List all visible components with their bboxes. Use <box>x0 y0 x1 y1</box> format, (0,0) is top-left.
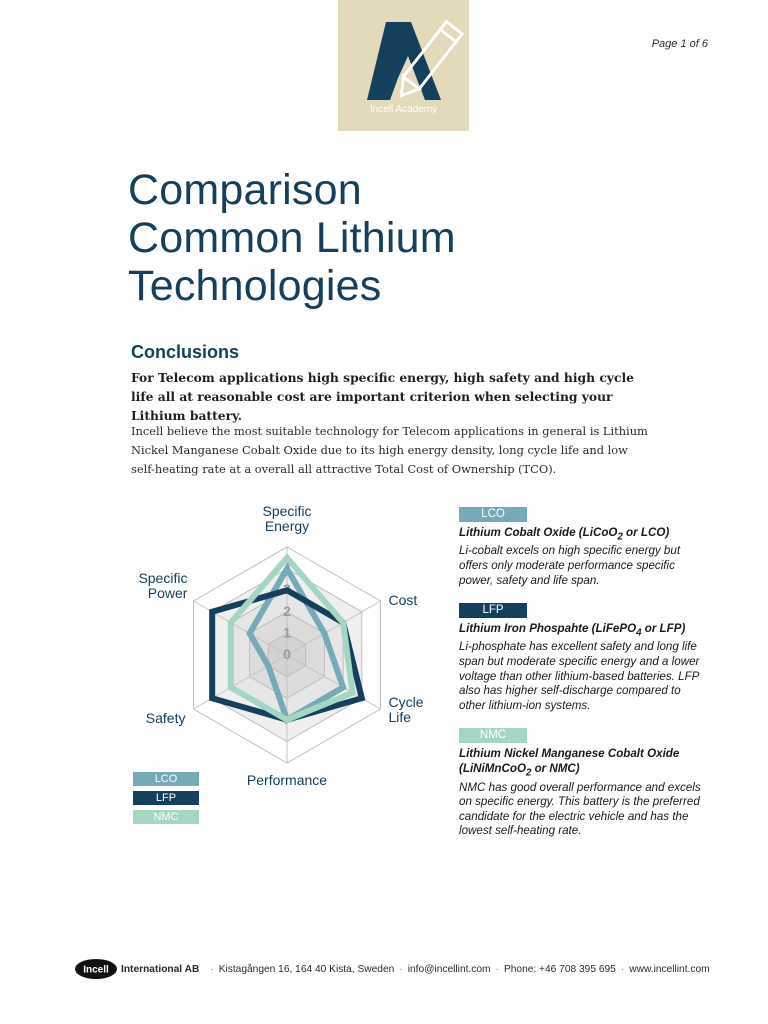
tech-lfp <box>459 603 709 713</box>
radar-tick-label: 1 <box>283 624 291 641</box>
title-line-1: Comparison <box>128 166 362 214</box>
tech-tag: LFP <box>459 603 527 618</box>
tech-nmc <box>459 728 709 839</box>
page-title <box>128 166 648 310</box>
separator: · <box>399 963 403 975</box>
tech-name: Lithium Cobalt Oxide (LiCoO$_2$ or LCO) <box>459 526 670 543</box>
radar-axis-label: Performance <box>246 772 328 788</box>
tech-tag: LCO <box>459 507 527 522</box>
separator: · <box>495 963 499 975</box>
footer-phone: Phone: +46 708 395 695 <box>503 963 616 975</box>
incell-academy-logo <box>338 0 469 131</box>
footer-company: International AB <box>121 963 200 975</box>
conclusions-body: Incell believe the most suitable technology for Telecom applications in general is Lithium Nickel Manganese Cobalt Oxide due to its high energy density, long cycle life and low self-heating rate at a overall all attractive Total Cost of Ownership (TCO). <box>131 424 648 476</box>
tech-description: Li-phosphate has excellent safety and long life span but moderate specific energy and a lower voltage than other lithium-based batteries. LFP also has higher self-discharge compared to other lithium-ion systems. <box>459 640 700 712</box>
tech-name: Lithium Nickel Manganese Cobalt Oxide (LiNiMnCoO$_2$ or NMC) <box>459 747 680 779</box>
chart-legend <box>133 772 199 829</box>
incell-logo-icon <box>74 958 118 980</box>
radar-tick-label: 2 <box>283 602 291 619</box>
separator: · <box>210 963 214 975</box>
radar-axis-label: Specific Energy <box>262 503 312 534</box>
radar-axis-label: Cycle Life <box>388 694 424 725</box>
tech-lco <box>459 507 709 588</box>
conclusions-lead: For Telecom applications high specific energy, high safety and high cycle life all at reasonable cost are important criterion when selecting your Lithium battery. <box>131 370 634 423</box>
radar-axis-label: Cost <box>388 592 418 608</box>
separator: · <box>620 963 625 975</box>
tech-description: NMC has good overall performance and excels on specific energy. This battery is the preferred candidate for the electric vehicle and has the lowest self-heating rate. <box>459 780 701 838</box>
footer-email[interactable]: info@incellint.com <box>407 963 491 975</box>
footer-website[interactable]: www.incellint.com <box>629 963 710 975</box>
page-number: Page 1 of 6 <box>651 38 708 50</box>
legend-item-nmc: NMC <box>133 810 199 824</box>
radar-axis-label: Safety <box>145 710 186 726</box>
legend-item-lfp: LFP <box>133 791 199 805</box>
radar-tick-label: 4 <box>283 559 291 576</box>
tech-description: Li-cobalt excels on high specific energy but offers only moderate performance specific power, safety and life span. <box>459 544 681 587</box>
technology-descriptions <box>459 507 709 854</box>
logo-text: Incell Academy <box>369 104 438 115</box>
tech-tag: NMC <box>459 728 527 743</box>
footer-address: Kistagången 16, 164 40 Kista, Sweden <box>218 963 395 975</box>
conclusions-heading: Conclusions <box>131 342 240 362</box>
legend-item-lco: LCO <box>133 772 199 786</box>
title-line-3: Technologies <box>128 262 382 310</box>
title-line-2: Common Lithium <box>128 214 456 262</box>
radar-tick-label: 3 <box>283 581 291 598</box>
radar-tick-label: 0 <box>283 646 291 662</box>
radar-axis-label: Specific Power <box>138 570 188 601</box>
footer <box>74 958 714 980</box>
tech-name: Lithium Iron Phospahte (LiFePO$_4$ or LFP) <box>459 622 686 639</box>
footer-logo-text: Incell <box>83 964 109 976</box>
